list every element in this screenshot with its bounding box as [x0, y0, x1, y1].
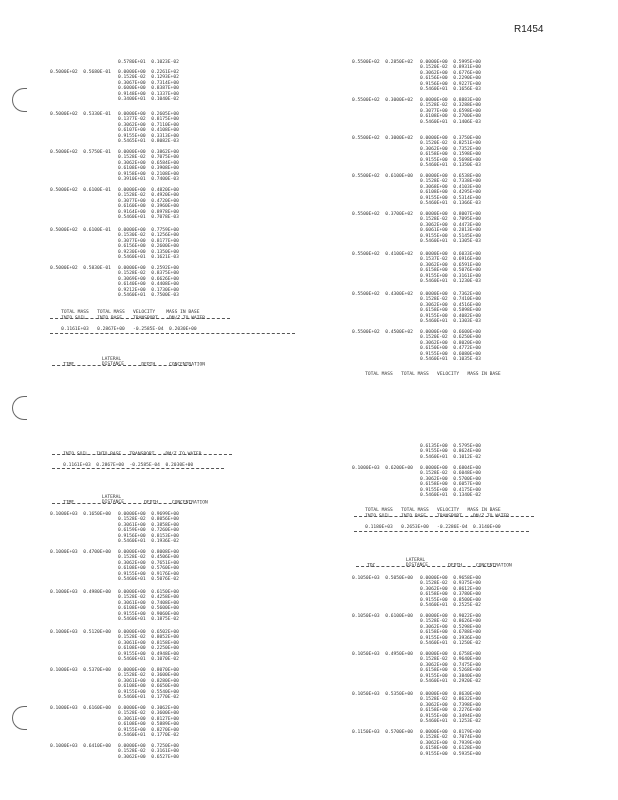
data-row: 0.5460E+01 0.1340E-02 [420, 493, 481, 499]
data-row: 0.3061E+00 0.8127E+00 [118, 716, 179, 722]
rb-col-concentration: CONCENTRATION [475, 563, 512, 569]
block-label: 0.5500E+02 0.6100E+00 [352, 174, 413, 179]
rb-hdr-into-soil: INTO SOIL [365, 513, 390, 519]
rb-hdr-dmz-water: -DM/Z TO WATER [470, 513, 509, 519]
block-label: 0.5500E+02 0.3700E+02 [352, 212, 413, 217]
data-row: 0.3062E+00 0.6591E+00 [420, 262, 481, 268]
data-row: 0.0000E+00 0.2261E+02 [118, 70, 179, 75]
data-block [118, 630, 179, 662]
lb-val-dmz-water: 0.2030E+00 [165, 462, 194, 468]
data-row: 0.3077E+00 0.4720E+00 [118, 198, 179, 204]
data-row: 0.3068E+00 0.4103E+00 [420, 184, 481, 190]
block-label: 0.5500E+02 0.4100E+02 [352, 252, 413, 257]
data-row: 0.0000E+00 0.6600E+00 [420, 330, 481, 335]
data-row: 0.0000E+00 0.3862E+00 [118, 150, 179, 155]
data-row: 0.9155E+00 0.8624E+00 [420, 449, 481, 455]
data-row: 0.0000E+00 0.5995E+00 [420, 60, 481, 65]
data-row: 0.1528E-02 0.6048E+00 [420, 471, 481, 477]
data-row: 0.1528E-02 0.8052E+00 [118, 635, 179, 641]
data-row: 0.1528E-02 0.3600E+00 [118, 673, 179, 679]
left-top-table-values [50, 321, 197, 338]
block-label: 0.5000E+02 0.5750E-01 [50, 150, 111, 155]
data-row: 0.1520E-02 0.8251E+00 [420, 141, 481, 147]
data-row: 0.9212E+00 0.1730E+00 [118, 287, 179, 293]
data-row: 0.5460E+01 0.7500E-03 [118, 293, 179, 299]
data-row: 0.3910E+01 0.7400E-03 [118, 177, 179, 183]
data-row: 0.9156E+00 0.9227E+00 [420, 81, 481, 87]
data-row: 0.0000E+00 0.6502E+00 [118, 630, 179, 635]
data-row: 0.3062E+00 0.7398E+00 [420, 702, 481, 708]
data-row: 0.6108E+00 0.5760E+00 [118, 566, 179, 572]
data-row: 0.3077E+00 0.6598E+00 [420, 108, 481, 114]
hdr-velocity: VELOCITY [133, 309, 156, 315]
block-label: 0.1000E+03 0.5120E+00 [50, 630, 111, 635]
data-row: 0.5460E+01 0.2525E-02 [420, 603, 481, 609]
data-row: 0.5460E+01 0.1305E-03 [420, 239, 481, 245]
data-row: 0.5460E+01 0.1253E-02 [420, 719, 481, 725]
data-row: 0.9155E+00 0.5314E+00 [420, 195, 481, 201]
data-block [420, 60, 481, 92]
left-top-sep3 [52, 365, 192, 366]
data-row: 0.1528E-02 0.7410E+00 [420, 297, 481, 303]
data-row: 0.6158E+00 0.1598E+00 [420, 152, 481, 158]
data-row: 0.5460E+01 0.1230E-03 [420, 279, 481, 285]
rb-col-lateral-distance: LATERAL DISTANCE [405, 557, 428, 569]
hdr-transport: TRANSPORT [133, 315, 158, 321]
left-bottom-sep3 [52, 503, 192, 504]
hdr-mass-in-base: MASS IN BASE [166, 309, 200, 315]
data-row: 0.5460E+01 0.1406E-03 [420, 119, 481, 125]
left-bottom-top-values [52, 457, 193, 474]
data-block [420, 98, 481, 125]
data-row: 0.5780E+01 0.1023E-02 [118, 60, 179, 65]
right-bottom-col-header [356, 552, 512, 574]
rb-hdr-velocity: VELOCITY [437, 507, 460, 513]
rb-hdr-mass-in-base: MASS IN BASE [467, 507, 501, 513]
data-row: 0.9155E+00 0.5698E+00 [420, 157, 481, 163]
data-row: 0.5460E+01 0.7078E-03 [118, 215, 179, 221]
val-total-mass-base: 0.2867E+00 [97, 326, 125, 332]
block-label: 0.1050E+03 0.4950E+00 [352, 652, 413, 657]
data-row: 0.9155E+00 0.6080E+00 [420, 351, 481, 357]
lb-col-lateral-distance: LATERAL DISTANCE [101, 494, 124, 506]
col-time: TIME [63, 362, 75, 368]
block-label: 0.5000E+02 0.5830E-01 [50, 266, 111, 271]
data-row: 0.0000E+00 0.3750E+00 [420, 136, 481, 141]
block-label: 0.5500E+02 0.2850E+02 [352, 60, 413, 65]
data-block [118, 590, 179, 622]
data-row: 0.5460E+01 0.1366E-03 [420, 201, 481, 207]
data-row: 0.6108E+00 0.6650E+00 [118, 684, 179, 690]
block-label: 0.1000E+03 0.4700E+00 [50, 550, 111, 555]
data-row: 0.5460E+01 0.2920E-02 [420, 679, 481, 685]
right-bottom-sep3 [356, 566, 496, 567]
data-row: 0.6156E+00 0.2600E+00 [118, 244, 179, 250]
rb-hdr-transport: TRANSPORT [437, 513, 462, 519]
data-block [420, 174, 481, 206]
data-row: 0.3062E+00 0.7352E+00 [420, 146, 481, 152]
data-block [118, 228, 179, 260]
rb-val-transport: -0.2286E-04 [437, 524, 468, 530]
rb-val-into-base: 0.2653E+00 [401, 524, 429, 530]
data-block [118, 668, 179, 700]
data-row: 0.3062E+00 0.7475E+00 [420, 662, 481, 668]
data-row: 0.3062E+00 0.4473E+00 [420, 222, 481, 228]
hdr-into-base: INTO BASE [97, 315, 122, 321]
val-total-mass-soil: 0.1161E+03 [61, 326, 89, 332]
data-row: 0.0000E+00 0.7250E+00 [118, 744, 179, 749]
block-label: 0.1000E+03 0.6410E+00 [50, 744, 111, 749]
data-row: 0.9155E+00 0.5540E+00 [118, 689, 179, 695]
col-lateral-distance: LATERAL DISTANCE [101, 356, 124, 368]
data-block [420, 692, 481, 724]
data-row: 0.5460E+01 0.1035E-03 [420, 357, 481, 363]
block-label: 0.1150E+03 0.5700E+00 [352, 730, 413, 735]
data-row: 0.9155E+00 0.3161E+00 [420, 273, 481, 279]
data-block [118, 60, 179, 65]
data-row: 0.6158E+00 0.3780E+00 [420, 592, 481, 598]
data-block [118, 706, 179, 738]
block-label: 0.5000E+02 0.6100E-01 [50, 188, 111, 193]
lb-hdr-transport: TRANSPORT [129, 451, 155, 457]
rt-hdr-mass-in-base: MASS IN BASE [467, 371, 501, 377]
rb-hdr-total-mass-soil: TOTAL MASS [365, 507, 393, 513]
right-bottom-sep2 [354, 531, 529, 532]
block-label: 0.1000E+03 0.6200E+00 [352, 466, 413, 471]
data-row: 0.1377E-02 0.8175E+00 [118, 117, 179, 123]
data-row: 0.3061E+00 0.7408E+00 [118, 600, 179, 606]
data-row: 0.3062E+00 0.7110E+00 [118, 122, 179, 128]
hdr-total-mass-soil: TOTAL MASS [61, 309, 89, 315]
binder-hole-middle [12, 396, 27, 420]
document-code: R1454 [514, 24, 544, 35]
data-row: 0.6150E+00 0.4772E+00 [420, 346, 481, 352]
data-block [118, 150, 179, 182]
data-row: 0.0000E+00 0.8070E+00 [118, 668, 179, 673]
data-row: 0.6107E+00 0.4108E+00 [118, 128, 179, 134]
data-row: 0.0000E+00 0.3062E+00 [118, 706, 179, 711]
data-block [118, 266, 179, 298]
data-block [420, 330, 481, 362]
data-row: 0.5465E+01 0.8082E-03 [118, 139, 179, 145]
rb-col-depth: DEPTH [448, 563, 462, 569]
col-depth: DEPTH [141, 362, 156, 368]
right-bottom-table-values [354, 519, 501, 536]
data-row: 0.3061E+00 0.8280E+00 [118, 678, 179, 684]
data-block [420, 212, 481, 244]
data-row: 0.5460E+01 0.1656E-03 [420, 87, 481, 93]
data-row: 0.5460E+01 0.1070E-02 [118, 657, 179, 663]
data-row: 0.0000E+00 0.8630E+00 [420, 692, 481, 697]
rt-hdr-total-mass-base: TOTAL MASS [401, 371, 429, 377]
data-row: 0.5460E+01 0.5076E-02 [118, 577, 179, 583]
data-row: 0.1528E-02 0.8626E+00 [420, 619, 481, 625]
lb-hdr-dmz-water: -DM/Z TO WATER [162, 451, 202, 457]
col-concentration: CONCENTRATION [169, 362, 206, 368]
data-row: 0.5460E+01 0.1350E-03 [420, 163, 481, 169]
rb-hdr-total-mass-base: TOTAL MASS [401, 507, 429, 513]
data-row: 0.5460E+01 0.1250E-02 [420, 641, 481, 647]
data-row: 0.6158E+00 0.5268E+00 [420, 668, 481, 674]
data-row: 0.3062E+00 0.5298E+00 [420, 624, 481, 630]
block-label: 0.1000E+03 0.5370E+00 [50, 668, 111, 673]
data-row: 0.1528E-02 0.3161E+00 [118, 749, 179, 755]
data-block [420, 730, 481, 757]
data-row: 0.3061E+00 0.8158E+00 [118, 640, 179, 646]
hdr-total-mass-base: TOTAL MASS [97, 309, 125, 315]
data-block [420, 466, 481, 498]
data-block [420, 292, 481, 324]
data-row: 0.1528E-02 0.4258E+00 [118, 595, 179, 601]
block-label: 0.5000E+02 0.5330E-01 [50, 112, 111, 117]
data-row: 0.3400E+01 0.1040E-02 [118, 97, 179, 103]
data-row: 0.9155E+00 0.3936E+00 [420, 635, 481, 641]
data-row: 0.9155E+00 0.4082E+00 [420, 313, 481, 319]
data-row: 0.1528E-02 0.7338E+00 [420, 179, 481, 185]
data-row: 0.9155E+00 0.4948E+00 [118, 651, 179, 657]
rt-hdr-total-mass-soil: TOTAL MASS [365, 371, 393, 377]
block-label: 0.5500E+02 0.4300E+02 [352, 292, 413, 297]
data-row: 0.9155E+00 0.8270E+00 [118, 727, 179, 733]
data-row: 0.0000E+00 0.4820E+00 [118, 188, 179, 193]
data-row: 0.9155E+00 0.4175E+00 [420, 487, 481, 493]
data-row: 0.5460E+01 0.1770E-02 [118, 733, 179, 739]
data-row: 0.3062E+00 0.8612E+00 [420, 586, 481, 592]
lb-hdr-into-base: INTO BASE [96, 451, 122, 457]
data-row: 0.0000E+00 0.6804E+00 [420, 466, 481, 471]
data-row: 0.1528E-02 0.8056E+00 [118, 517, 179, 523]
data-row: 0.1528E-02 0.8632E+00 [420, 697, 481, 703]
data-row: 0.9155E+00 0.3840E+00 [420, 673, 481, 679]
data-row: 0.6159E+00 0.7260E+00 [118, 528, 179, 534]
data-block [118, 112, 179, 144]
left-top-col-header [52, 351, 205, 373]
data-row: 0.3062E+00 0.4516E+00 [420, 302, 481, 308]
data-row: 0.6158E+00 0.2276E+00 [420, 708, 481, 714]
lb-hdr-into-soil: INTO SOIL [63, 451, 88, 457]
data-row: 0.1528E-02 0.4920E+00 [118, 193, 179, 199]
data-row: 0.1520E-02 0.8931E+00 [420, 65, 481, 71]
data-block [420, 252, 481, 284]
data-row: 0.6108E+00 0.5600E+00 [118, 606, 179, 612]
data-row: 0.9155E+00 0.3494E+00 [420, 713, 481, 719]
data-row: 0.0000E+00 0.2592E+00 [118, 266, 179, 271]
data-row: 0.9164E+00 0.8978E+00 [118, 209, 179, 215]
data-row: 0.1528E-02 0.4506E+00 [118, 555, 179, 561]
data-row: 0.0000E+00 0.6150E+00 [118, 590, 179, 595]
data-row: 0.9158E+00 0.2108E+00 [118, 171, 179, 177]
hdr-into-soil: INTO SOIL [61, 315, 86, 321]
data-row: 0.0000E+00 0.6033E+00 [420, 252, 481, 257]
data-row: 0.9230E+00 0.1350E+00 [118, 249, 179, 255]
right-top-footer-header [354, 366, 501, 383]
data-row: 0.6158E+00 0.5076E+00 [420, 268, 481, 274]
block-label: 0.1050E+03 0.5050E+00 [352, 576, 413, 581]
data-row: 0.0000E+00 0.8883E+00 [420, 98, 481, 103]
val-mass-in-base: 0.2030E+00 [169, 326, 197, 332]
data-block [118, 512, 179, 544]
lb-col-concentration: CONCENTRATION [171, 500, 208, 506]
data-row: 0.0000E+00 0.7759E+00 [118, 228, 179, 233]
data-row: 0.9156E+00 0.8153E+00 [118, 533, 179, 539]
block-label: 0.1000E+03 0.4980E+00 [50, 590, 111, 595]
data-block [420, 576, 481, 608]
rb-val-into-soil: 0.1180E+03 [365, 524, 393, 530]
data-row: 0.6158E+00 0.6057E+00 [420, 482, 481, 488]
block-label: 0.1000E+03 0.1650E+00 [50, 512, 111, 517]
data-row: 0.1528E-02 0.3288E+00 [420, 103, 481, 109]
left-top-sep2 [50, 333, 295, 334]
data-row: 0.6108E+00 0.3908E+00 [118, 166, 179, 172]
block-label: 0.1050E+03 0.5350E+00 [352, 692, 413, 697]
data-row: 0.0000E+00 0.8007E+00 [420, 212, 481, 217]
data-row: 0.9155E+00 0.5935E+00 [420, 751, 481, 757]
rb-val-dmz-water: 0.3140E+00 [473, 524, 501, 530]
data-row: 0.1537E-02 0.6916E+00 [420, 257, 481, 263]
data-block [420, 652, 481, 684]
data-row: 0.1528E-02 0.8375E+00 [118, 271, 179, 277]
lb-col-time: TIME [63, 500, 75, 506]
lb-val-into-soil: 0.1161E+03 [63, 462, 91, 468]
data-row: 0.3062E+00 0.6527E+00 [118, 754, 179, 760]
data-row: 0.9155E+00 0.9176E+00 [118, 571, 179, 577]
data-row: 0.3062E+00 0.6584E+00 [118, 160, 179, 166]
data-row: 0.0000E+00 0.9699E+00 [118, 512, 179, 517]
lb-col-depth: DEPTH [144, 500, 158, 506]
data-row: 0.3062E+00 0.8020E+00 [420, 340, 481, 346]
block-label: 0.5000E+02 0.5680E-01 [50, 70, 111, 75]
data-row: 0.0000E+00 0.9658E+00 [420, 576, 481, 581]
data-row: 0.0000E+00 0.7362E+00 [420, 292, 481, 297]
hdr-dmz-water: -DM/Z TO WATER [166, 315, 205, 321]
block-label: 0.1050E+03 0.6100E+00 [352, 614, 413, 619]
data-row: 0.5460E+01 0.1303E-03 [420, 319, 481, 325]
data-row: 0.3069E+00 0.6626E+00 [118, 276, 179, 282]
rt-hdr-velocity: VELOCITY [437, 371, 460, 377]
data-row: 0.6156E+00 0.2290E+00 [420, 76, 481, 82]
data-row: 0.5460E+01 0.1936E-02 [118, 539, 179, 545]
val-velocity: -0.2585E-04 [133, 326, 164, 332]
rb-col-tdc: TDC [367, 563, 376, 569]
block-label: 0.5500E+02 0.3000E+02 [352, 98, 413, 103]
data-row: 0.3062E+00 0.7939E+00 [420, 740, 481, 746]
data-row: 0.6158E+00 0.5898E+00 [420, 308, 481, 314]
binder-hole-top [12, 88, 27, 112]
block-label: 0.5000E+02 0.6100E-01 [50, 228, 111, 233]
data-row: 0.3067E+00 0.7314E+00 [118, 80, 179, 86]
data-block [420, 444, 481, 460]
data-row: 0.6158E+00 0.6788E+00 [420, 630, 481, 636]
data-row: 0.6160E+00 0.3960E+00 [118, 204, 179, 210]
data-row: 0.5460E+01 0.1875E-02 [118, 617, 179, 623]
data-row: 0.6140E+00 0.4408E+00 [118, 282, 179, 288]
data-row: 0.3062E+00 0.6776E+00 [420, 70, 481, 76]
data-row: 0.0000E+00 0.6758E+00 [420, 652, 481, 657]
data-row: 0.1528E-02 0.7074E+00 [420, 735, 481, 741]
data-row: 0.9155E+00 0.9060E+00 [118, 611, 179, 617]
data-row: 0.1528E-02 0.9640E+00 [420, 657, 481, 663]
block-label: 0.1000E+03 0.6160E+00 [50, 706, 111, 711]
data-block [118, 188, 179, 220]
data-row: 0.3062E+00 0.7651E+00 [118, 560, 179, 566]
data-row: 0.1528E-02 0.7095E+00 [420, 217, 481, 223]
rb-hdr-into-base: INTO BASE [401, 513, 426, 519]
data-row: 0.9155E+00 0.5145E+00 [420, 233, 481, 239]
data-block [118, 550, 179, 582]
data-block [420, 136, 481, 168]
data-row: 0.6108E+00 0.4295E+00 [420, 190, 481, 196]
data-row: 0.0000E+00 0.2605E+00 [118, 112, 179, 117]
data-block [420, 614, 481, 646]
data-block [118, 744, 179, 760]
data-row: 0.1520E-02 0.1293E+02 [118, 75, 179, 81]
data-row: 0.9155E+00 0.8500E+00 [420, 597, 481, 603]
data-row: 0.0000E+00 0.8179E+00 [420, 730, 481, 735]
binder-hole-bottom [12, 706, 27, 730]
data-row: 0.6108E+00 0.2250E+00 [118, 646, 179, 652]
left-bottom-col-header [52, 489, 208, 511]
data-row: 0.9148E+00 0.1337E+00 [118, 91, 179, 97]
data-row: 0.3061E+00 0.3858E+00 [118, 522, 179, 528]
data-row: 0.9155E+00 0.3313E+00 [118, 133, 179, 139]
data-row: 0.1528E-02 0.3600E+00 [118, 711, 179, 717]
block-label: 0.5500E+02 0.3000E+02 [352, 136, 413, 141]
data-row: 0.5460E+01 0.1621E-03 [118, 255, 179, 261]
lb-val-into-base: 0.2867E+00 [96, 462, 124, 468]
data-row: 0.1520E-02 0.6250E+00 [420, 335, 481, 341]
data-row: 0.6000E+00 0.8387E+00 [118, 86, 179, 92]
data-row: 0.5460E+01 0.1012E-02 [420, 454, 481, 460]
data-row: 0.0000E+00 0.9022E+00 [420, 614, 481, 619]
data-row: 0.3062E+00 0.5700E+00 [420, 476, 481, 482]
data-row: 0.0000E+00 0.6538E+00 [420, 174, 481, 179]
data-row: 0.6108E+00 0.5889E+00 [118, 722, 179, 728]
data-row: 0.5460E+01 0.1770E-02 [118, 695, 179, 701]
data-block [118, 70, 179, 102]
data-row: 0.6108E+00 0.2700E+00 [420, 114, 481, 120]
data-row: 0.6135E+00 0.5795E+00 [420, 444, 481, 449]
data-row: 0.3077E+00 0.8177E+00 [118, 238, 179, 244]
data-row: 0.1528E-02 0.7075E+00 [118, 155, 179, 161]
data-row: 0.1528E-02 0.9375E+00 [420, 581, 481, 587]
lb-val-transport: -0.2585E-04 [129, 462, 160, 468]
left-bottom-sep2 [52, 468, 224, 469]
data-row: 0.6158E+00 0.6128E+00 [420, 746, 481, 752]
data-row: 0.1530E-02 0.1256E+00 [118, 233, 179, 239]
data-row: 0.6061E+00 0.2813E+00 [420, 228, 481, 234]
block-label: 0.5500E+02 0.4500E+02 [352, 330, 413, 335]
data-row: 0.0000E+00 0.8008E+00 [118, 550, 179, 555]
